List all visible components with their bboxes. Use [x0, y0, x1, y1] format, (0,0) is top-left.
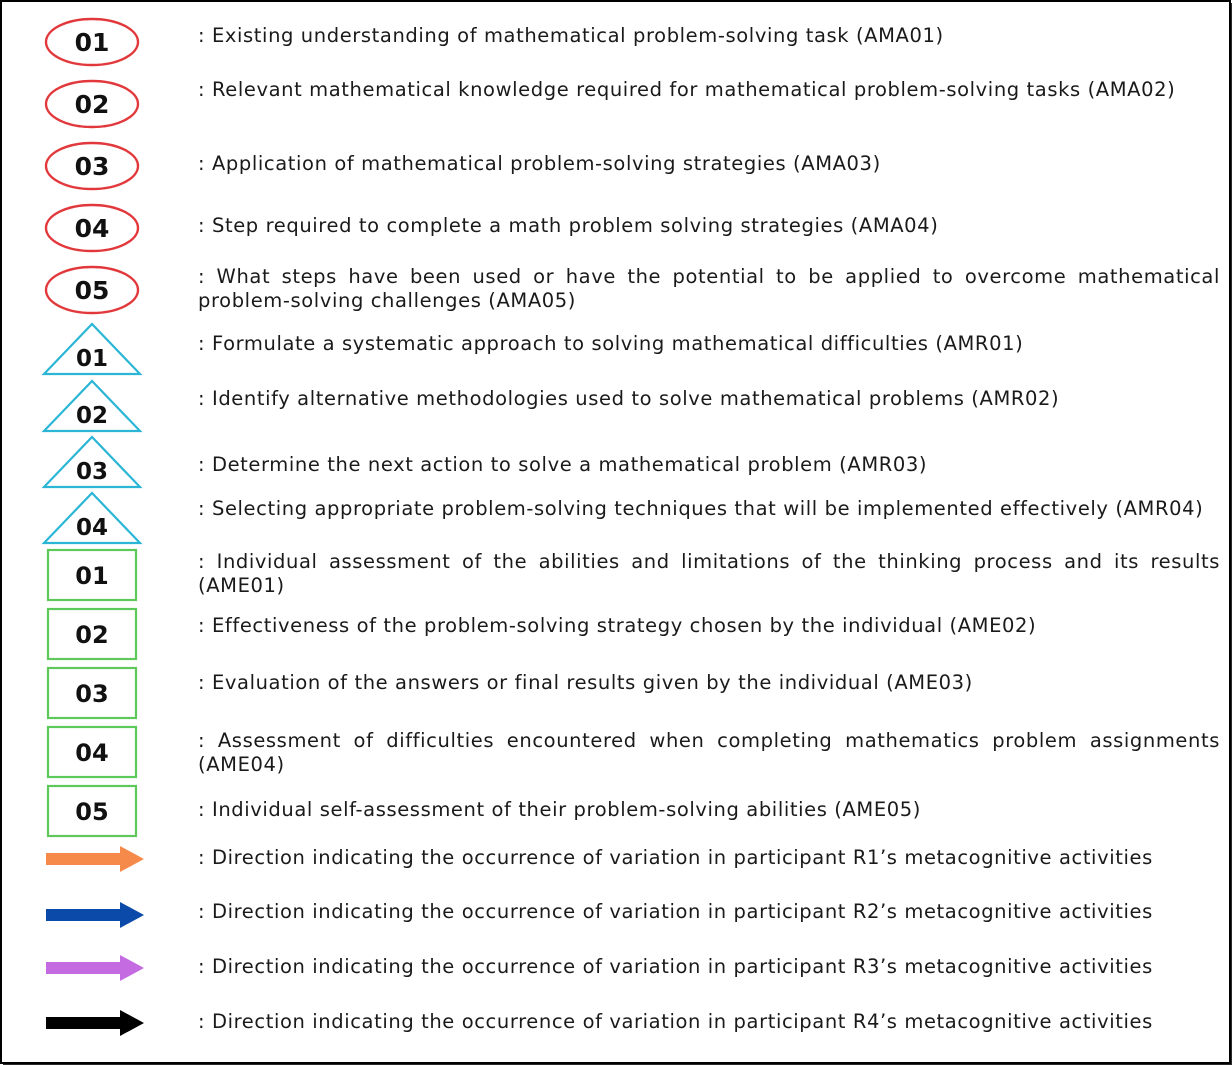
legend-text: : Formulate a systematic approach to solving mathematical difficulties (AMR01) — [198, 332, 1024, 355]
badge-label: 03 — [75, 680, 109, 708]
legend-text: : Determine the next action to solve a mathematical problem (AMR03) — [198, 453, 928, 476]
square-badge-icon — [46, 548, 140, 602]
square-badge-icon — [46, 725, 140, 779]
triangle-badge-icon — [42, 491, 146, 547]
triangle-badge-icon — [42, 322, 146, 378]
badge-label: 01 — [75, 346, 109, 372]
legend-text: : Individual self-assessment of their problem-solving abilities (AME05) — [198, 798, 921, 821]
legend-text: : Relevant mathematical knowledge required for mathematical problem-solving tasks (AMA02) — [198, 78, 1176, 101]
legend-text: : Direction indicating the occurrence of variation in participant R4’s metacognitive activities — [198, 1010, 1153, 1033]
legend-text: : Evaluation of the answers or final results given by the individual (AME03) — [198, 671, 973, 694]
badge-label: 05 — [74, 276, 110, 305]
badge-label: 01 — [74, 28, 110, 57]
badge-label: 03 — [75, 459, 109, 485]
badge-label: 02 — [74, 90, 110, 119]
legend-text: : What steps have been used or have the potential to be applied to overcome mathematical problem-solving challenges (AMA05) — [198, 265, 1220, 312]
legend-text: : Identify alternative methodologies used to solve mathematical problems (AMR02) — [198, 387, 1060, 410]
arrow-right-icon — [44, 953, 146, 983]
badge-label: 04 — [75, 515, 109, 541]
circle-badge-icon — [42, 262, 146, 318]
badge-label: 04 — [75, 739, 109, 767]
legend-text: : Effectiveness of the problem-solving strategy chosen by the individual (AME02) — [198, 614, 1037, 637]
arrow-right-icon — [44, 900, 146, 930]
circle-badge-icon — [42, 200, 146, 256]
badge-label: 03 — [74, 152, 110, 181]
circle-badge-icon — [42, 138, 146, 194]
triangle-badge-icon — [42, 435, 146, 491]
badge-label: 05 — [75, 798, 109, 826]
badge-label: 02 — [75, 621, 109, 649]
square-badge-icon — [46, 607, 140, 661]
badge-label: 02 — [75, 403, 109, 429]
square-badge-icon — [46, 784, 140, 838]
badge-label: 04 — [74, 214, 110, 243]
badge-label: 01 — [75, 562, 109, 590]
legend-text: : Direction indicating the occurrence of variation in participant R1’s metacognitive activities — [198, 846, 1153, 869]
legend-text: : Assessment of difficulties encountered when completing mathematics problem assignments (AME04) — [198, 729, 1220, 776]
arrow-right-icon — [44, 844, 146, 874]
legend-text: : Step required to complete a math problem solving strategies (AMA04) — [198, 214, 939, 237]
circle-badge-icon — [42, 14, 146, 70]
circle-badge-icon — [42, 76, 146, 132]
legend-text: : Selecting appropriate problem-solving techniques that will be implemented effectively (AMR04) — [198, 497, 1204, 520]
square-badge-icon — [46, 666, 140, 720]
arrow-right-icon — [44, 1008, 146, 1038]
triangle-badge-icon — [42, 379, 146, 435]
legend-text: : Existing understanding of mathematical problem-solving task (AMA01) — [198, 24, 944, 47]
legend-text: : Direction indicating the occurrence of variation in participant R2’s metacognitive activities — [198, 900, 1153, 923]
legend-text: : Application of mathematical problem-solving strategies (AMA03) — [198, 152, 881, 175]
legend-text: : Individual assessment of the abilities and limitations of the thinking process and its results (AME01) — [198, 550, 1220, 597]
legend-text: : Direction indicating the occurrence of variation in participant R3’s metacognitive activities — [198, 955, 1153, 978]
